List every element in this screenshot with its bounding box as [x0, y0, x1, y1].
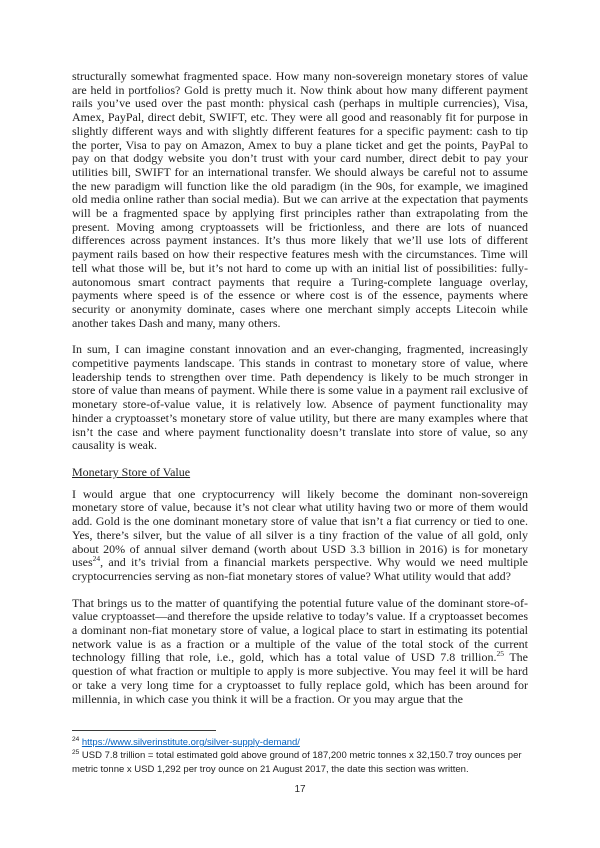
footnote-separator-line	[72, 730, 216, 731]
paragraph-in-sum: In sum, I can imagine constant innovation and an ever-changing, fragmented, increasingly competitive payments landscape. This stands in contrast to monetary store of value, where leadership tends to strengthen over time. Path dependency is likely to be much stronger in store of value than means of payment. While there is some value in a payment rail exclusive of monetary store-of-value value, it is relatively low. Absence of payment functionality may hinder a cryptoasset’s monetary store of value utility, but there are many examples where that isn’t the case and where payment functionality doesn’t translate into store of value, so any causality is weak.	[72, 342, 528, 453]
paragraph-one-cryptocurrency	[72, 488, 528, 584]
paragraph-quantifying-value	[72, 597, 528, 707]
page-number: 17	[294, 784, 306, 795]
footnote-24	[72, 736, 528, 749]
footnote-25-marker: 25	[72, 749, 80, 757]
paragraph-3-text: I would argue that one cryptocurrency will likely become the dominant non-sovereign monetary store of value, because it’s not clear what utility having two or more of them would add. Gold is the one dominant monetary store of value that isn’t a fiat currency or tied to one. Yes, there’s silver, but the value of all silver is a tiny fraction of the value of all gold, only about 20% of annual silver demand (worth about USD 3.3 billion in 2016) is for monetary uses	[72, 486, 528, 570]
footnote-ref-24: 24	[92, 554, 101, 564]
paragraph-3-text-continued: , and it’s trivial from a financial markets perspective. Why would we need multiple cryptocurrencies serving as non-fiat monetary stores of value? What utility would that add?	[72, 555, 528, 583]
footnote-25	[72, 749, 528, 776]
footnotes-section	[72, 730, 528, 776]
section-heading-monetary-store-of-value: Monetary Store of Value	[72, 464, 191, 479]
paragraph-4-text-continued: The question of what fraction or multiple to apply is more subjective. You may feel it will be hard or take a very long time for a cryptoasset to fully replace gold, which has been around for millennia, in which case you think it will be a fraction. Or you may argue that the	[72, 650, 528, 706]
footnote-24-marker: 24	[72, 735, 80, 743]
footnote-ref-25: 25	[496, 649, 504, 659]
page-content	[72, 70, 528, 719]
footnote-25-text: USD 7.8 trillion = total estimated gold above ground of 187,200 metric tonnes x 32,150.7 troy ounces per metric tonne x USD 1,292 per troy ounce on 21 August 2017, the date this section was written.	[72, 750, 522, 775]
paragraph-4-text: That brings us to the matter of quantifying the potential future value of the dominant store-of-value cryptoasset—and therefore the upside relative to today’s value. If a cryptoasset becomes a dominant non-fiat monetary store of value, a logical place to start in estimating its potential network value is as a fraction or a multiple of the value of the total stock of the current technology filling that role, i.e., gold, which has a total value of USD 7.8 trillion.	[72, 595, 528, 665]
footnote-24-hyperlink[interactable]: https://www.silverinstitute.org/silver-supply-demand/	[81, 737, 300, 748]
paragraph-payments-fragmented: structurally somewhat fragmented space. How many non-sovereign monetary stores of value are held in portfolios? Gold is pretty much it. Now think about how many different payment rails you’ve used over the past month: physical cash (perhaps in multiple currencies), Visa, Amex, PayPal, direct debit, SWIFT, etc. They were all good and reasonably fit for purpose in slightly different ways and with slightly different features for a specific payment: cash to tip the porter, Visa to pay on Amazon, Amex to buy a plane ticket and get the points, PayPal to pay on that dodgy website you don’t trust with your card number, direct debit to pay your utilities bill, SWIFT for an international transfer. We should always be careful not to assume the new paradigm will function like the old paradigm (in the 90s, for example, we imagined old media online rather than social media). But we can arrive at the expectation that payments will be a fragmented space by applying first principles rather than extrapolating from the present. Moving among cryptoassets will be frictionless, and there are lots of nuanced differences across payment instances. It’s thus more likely that we’ll use lots of different payment rails based on how their respective features mesh with the circumstances. Time will tell what those will be, but it’s not hard to come up with an initial list of possibilities: fully-autonomous smart contract payments that require a Turing-complete language overlay, payments where speed is of the essence or where cost is of the essence, payments where security or anonymity dominate, cases where one merchant simply accepts Litecoin while another takes Dash and many, many others.	[72, 69, 528, 330]
